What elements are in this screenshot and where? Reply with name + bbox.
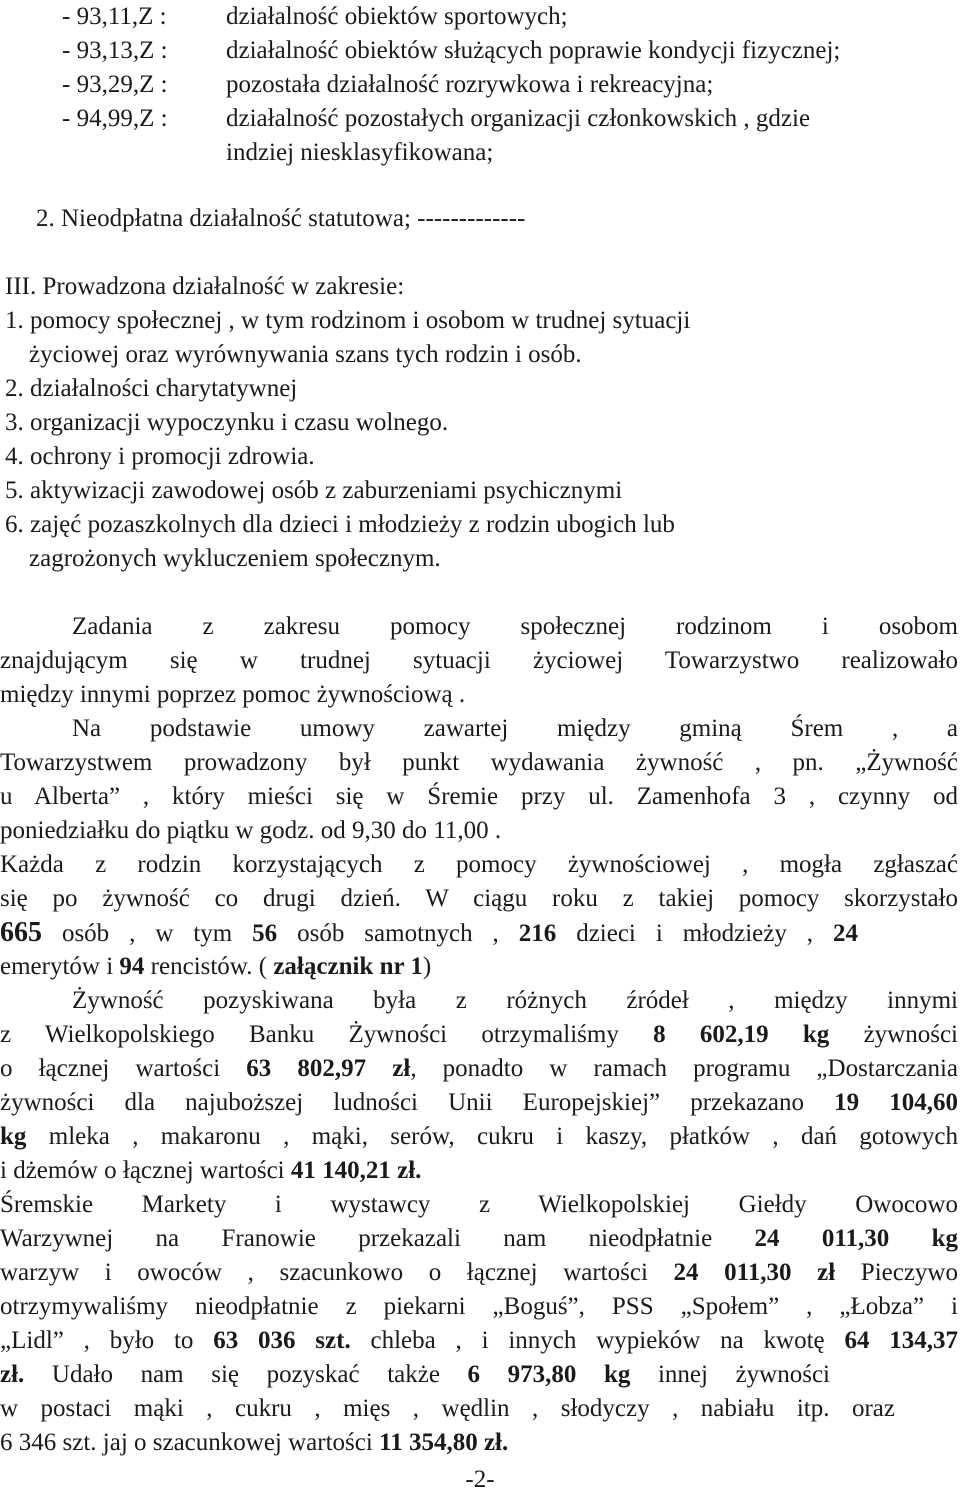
text-fragment: emerytów i	[0, 953, 120, 980]
paragraph-line	[0, 1086, 958, 1120]
attachment-reference: załącznik nr 1	[273, 953, 423, 980]
paragraph-line: Towarzystwem prowadzony był punkt wydawania żywność , pn. „Żywność	[0, 749, 958, 776]
text-fragment: żywności	[829, 1021, 958, 1048]
text-fragment: i dżemów o łącznej wartości	[0, 1157, 291, 1184]
paragraph-line: otrzymywaliśmy nieodpłatnie z piekarni „Boguś”, PSS „Społem” , „Łobza” i	[0, 1293, 958, 1320]
paragraph-line: u Alberta” , który mieści się w Śremie przy ul. Zamenhofa 3 , czynny od	[0, 783, 958, 810]
page-number: -2-	[465, 1466, 495, 1493]
paragraph-food-point	[0, 712, 958, 848]
paragraph-donors	[0, 1188, 958, 1460]
paragraph-beneficiaries	[0, 848, 958, 984]
paragraph-line	[0, 1120, 958, 1154]
pkd-description: działalność obiektów służących poprawie kondycji fizycznej;	[226, 37, 841, 64]
paragraph-line	[0, 1256, 958, 1290]
scope-item: 1. pomocy społecznej , w tym rodzinom i osobom w trudnej sytuacji	[5, 307, 691, 334]
scope-item: 5. aktywizacji zawodowej osób z zaburzeniami psychicznymi	[5, 477, 623, 504]
text-fragment: rencistów. (	[144, 953, 274, 980]
free-activity-line: 2. Nieodpłatna działalność statutowa; -------------	[36, 205, 526, 232]
paragraph-line	[0, 950, 958, 984]
scope-item-continuation: życiowej oraz wyrównywania szans tych rodzin i osób.	[29, 341, 582, 368]
eggs-value: 11 354,80 zł.	[379, 1429, 509, 1456]
text-fragment: )	[422, 953, 432, 980]
section-heading: III. Prowadzona działalność w zakresie:	[5, 273, 405, 300]
text-fragment: chleba , i innych wypieków na kwotę	[350, 1327, 845, 1354]
scope-item: 4. ochrony i promocji zdrowia.	[5, 443, 315, 470]
pkd-code-list	[62, 0, 952, 170]
paragraph-line: Zadania z zakresu pomocy społecznej rodzinom i osobom	[72, 613, 958, 640]
paragraph-line: Na podstawie umowy zawartej między gminą Śrem , a	[72, 715, 958, 742]
market-value: 24 011,30 zł	[673, 1259, 836, 1286]
paragraph-tasks	[0, 610, 958, 712]
pkd-continuation: indziej niesklasyfikowana;	[226, 139, 494, 166]
scope-item: 3. organizacji wypoczynku i czasu wolnego.	[5, 409, 449, 436]
paragraph-line: Śremskie Markety i wystawcy z Wielkopolskiej Giełdy Owocowo	[0, 1191, 958, 1218]
text-fragment: , ponadto w ramach programu „Dostarczania	[410, 1055, 958, 1082]
paragraph-line	[0, 1222, 958, 1256]
bread-count: 63 036 szt.	[213, 1327, 351, 1354]
scope-item: 6. zajęć pozaszkolnych dla dzieci i młodzieży z rodzin ubogich lub	[5, 511, 675, 538]
paragraph-line	[0, 1052, 958, 1086]
pkd-description: pozostała działalność rozrywkowa i rekreacyjna;	[226, 71, 714, 98]
paragraph-line	[0, 1358, 830, 1392]
text-fragment: osób , w tym	[42, 920, 253, 947]
pensioner-count: 94	[119, 953, 145, 980]
text-fragment: dzieci i młodzieży ,	[556, 920, 833, 947]
paragraph-line: Żywność pozyskiwana była z różnych źródeł , między innymi	[72, 987, 958, 1014]
text-fragment: innej żywności	[630, 1361, 830, 1388]
text-fragment: warzyw i owoców , szacunkowo o łącznej wartości	[0, 1259, 674, 1286]
text-fragment: z Wielkopolskiego Banku Żywności otrzymaliśmy	[0, 1021, 654, 1048]
paragraph-line: poniedziałku do piątku w godz. od 9,30 do 11,00 .	[0, 817, 502, 844]
paragraph-line: między innymi poprzez pomoc żywnościową .	[0, 681, 466, 708]
pkd-code: - 93,13,Z :	[62, 37, 168, 64]
text-fragment: o łącznej wartości	[0, 1055, 247, 1082]
text-fragment: Warzywnej na Franowie przekazali nam nieodpłatnie	[0, 1225, 755, 1252]
eu-program-kg-unit: kg	[0, 1123, 27, 1150]
text-fragment: Pieczywo	[835, 1259, 958, 1286]
pkd-row	[62, 68, 952, 102]
pkd-code: - 94,99,Z :	[62, 105, 168, 132]
pkd-code: - 93,29,Z :	[62, 71, 168, 98]
other-food-kg: 6 973,80 kg	[467, 1361, 631, 1388]
total-beneficiaries: 665	[0, 917, 42, 948]
text-fragment: osób samotnych ,	[277, 920, 519, 947]
eu-program-kg: 19 104,60	[834, 1089, 958, 1116]
single-count: 56	[252, 920, 278, 947]
bread-value-unit: zł.	[0, 1361, 25, 1388]
pkd-description: działalność pozostałych organizacji członkowskich , gdzie	[226, 105, 811, 132]
paragraph-line: w postaci mąki , cukru , mięs , wędlin , słodyczy , nabiału itp. oraz	[0, 1395, 895, 1422]
paragraph-line	[0, 916, 858, 950]
scope-item: 2. działalności charytatywnej	[5, 375, 298, 402]
food-bank-kg: 8 602,19 kg	[653, 1021, 830, 1048]
food-bank-value: 63 802,97 zł	[246, 1055, 411, 1082]
bread-value: 64 134,37	[844, 1327, 958, 1354]
text-fragment: żywności dla najuboższej ludności Unii Europejskiej” przekazano	[0, 1089, 835, 1116]
pkd-row	[62, 34, 952, 68]
paragraph-line: Każda z rodzin korzystających z pomocy żywnościowej , mogła zgłaszać	[0, 851, 958, 878]
eu-program-value: 41 140,21 zł.	[290, 1157, 422, 1184]
text-fragment: 6 346 szt. jaj o szacunkowej wartości	[0, 1429, 380, 1456]
paragraph-line	[0, 1018, 958, 1052]
pkd-code: - 93,11,Z :	[62, 3, 167, 30]
paragraph-line: znajdującym się w trudnej sytuacji życiowej Towarzystwo realizowało	[0, 647, 958, 674]
text-fragment: mleka , makaronu , mąki, serów, cukru i kaszy, płatków , dań gotowych	[26, 1123, 958, 1150]
text-fragment: Udało nam się pozyskać także	[24, 1361, 468, 1388]
market-kg: 24 011,30 kg	[754, 1225, 958, 1252]
paragraph-line	[0, 1324, 958, 1358]
paragraph-food-sources	[0, 984, 958, 1188]
pkd-row	[62, 0, 952, 34]
children-count: 216	[518, 920, 557, 947]
text-fragment: „Lidl” , było to	[0, 1327, 214, 1354]
paragraph-line	[0, 1154, 958, 1188]
paragraph-line: się po żywność co drugi dzień. W ciągu roku z takiej pomocy skorzystało	[0, 885, 958, 912]
scope-item-continuation: zagrożonych wykluczeniem społecznym.	[29, 545, 441, 572]
paragraph-line	[0, 1426, 958, 1460]
pkd-description: działalność obiektów sportowych;	[226, 3, 568, 30]
pkd-row	[62, 102, 952, 136]
retired-count: 24	[832, 920, 858, 947]
activity-scope-list	[5, 304, 955, 576]
